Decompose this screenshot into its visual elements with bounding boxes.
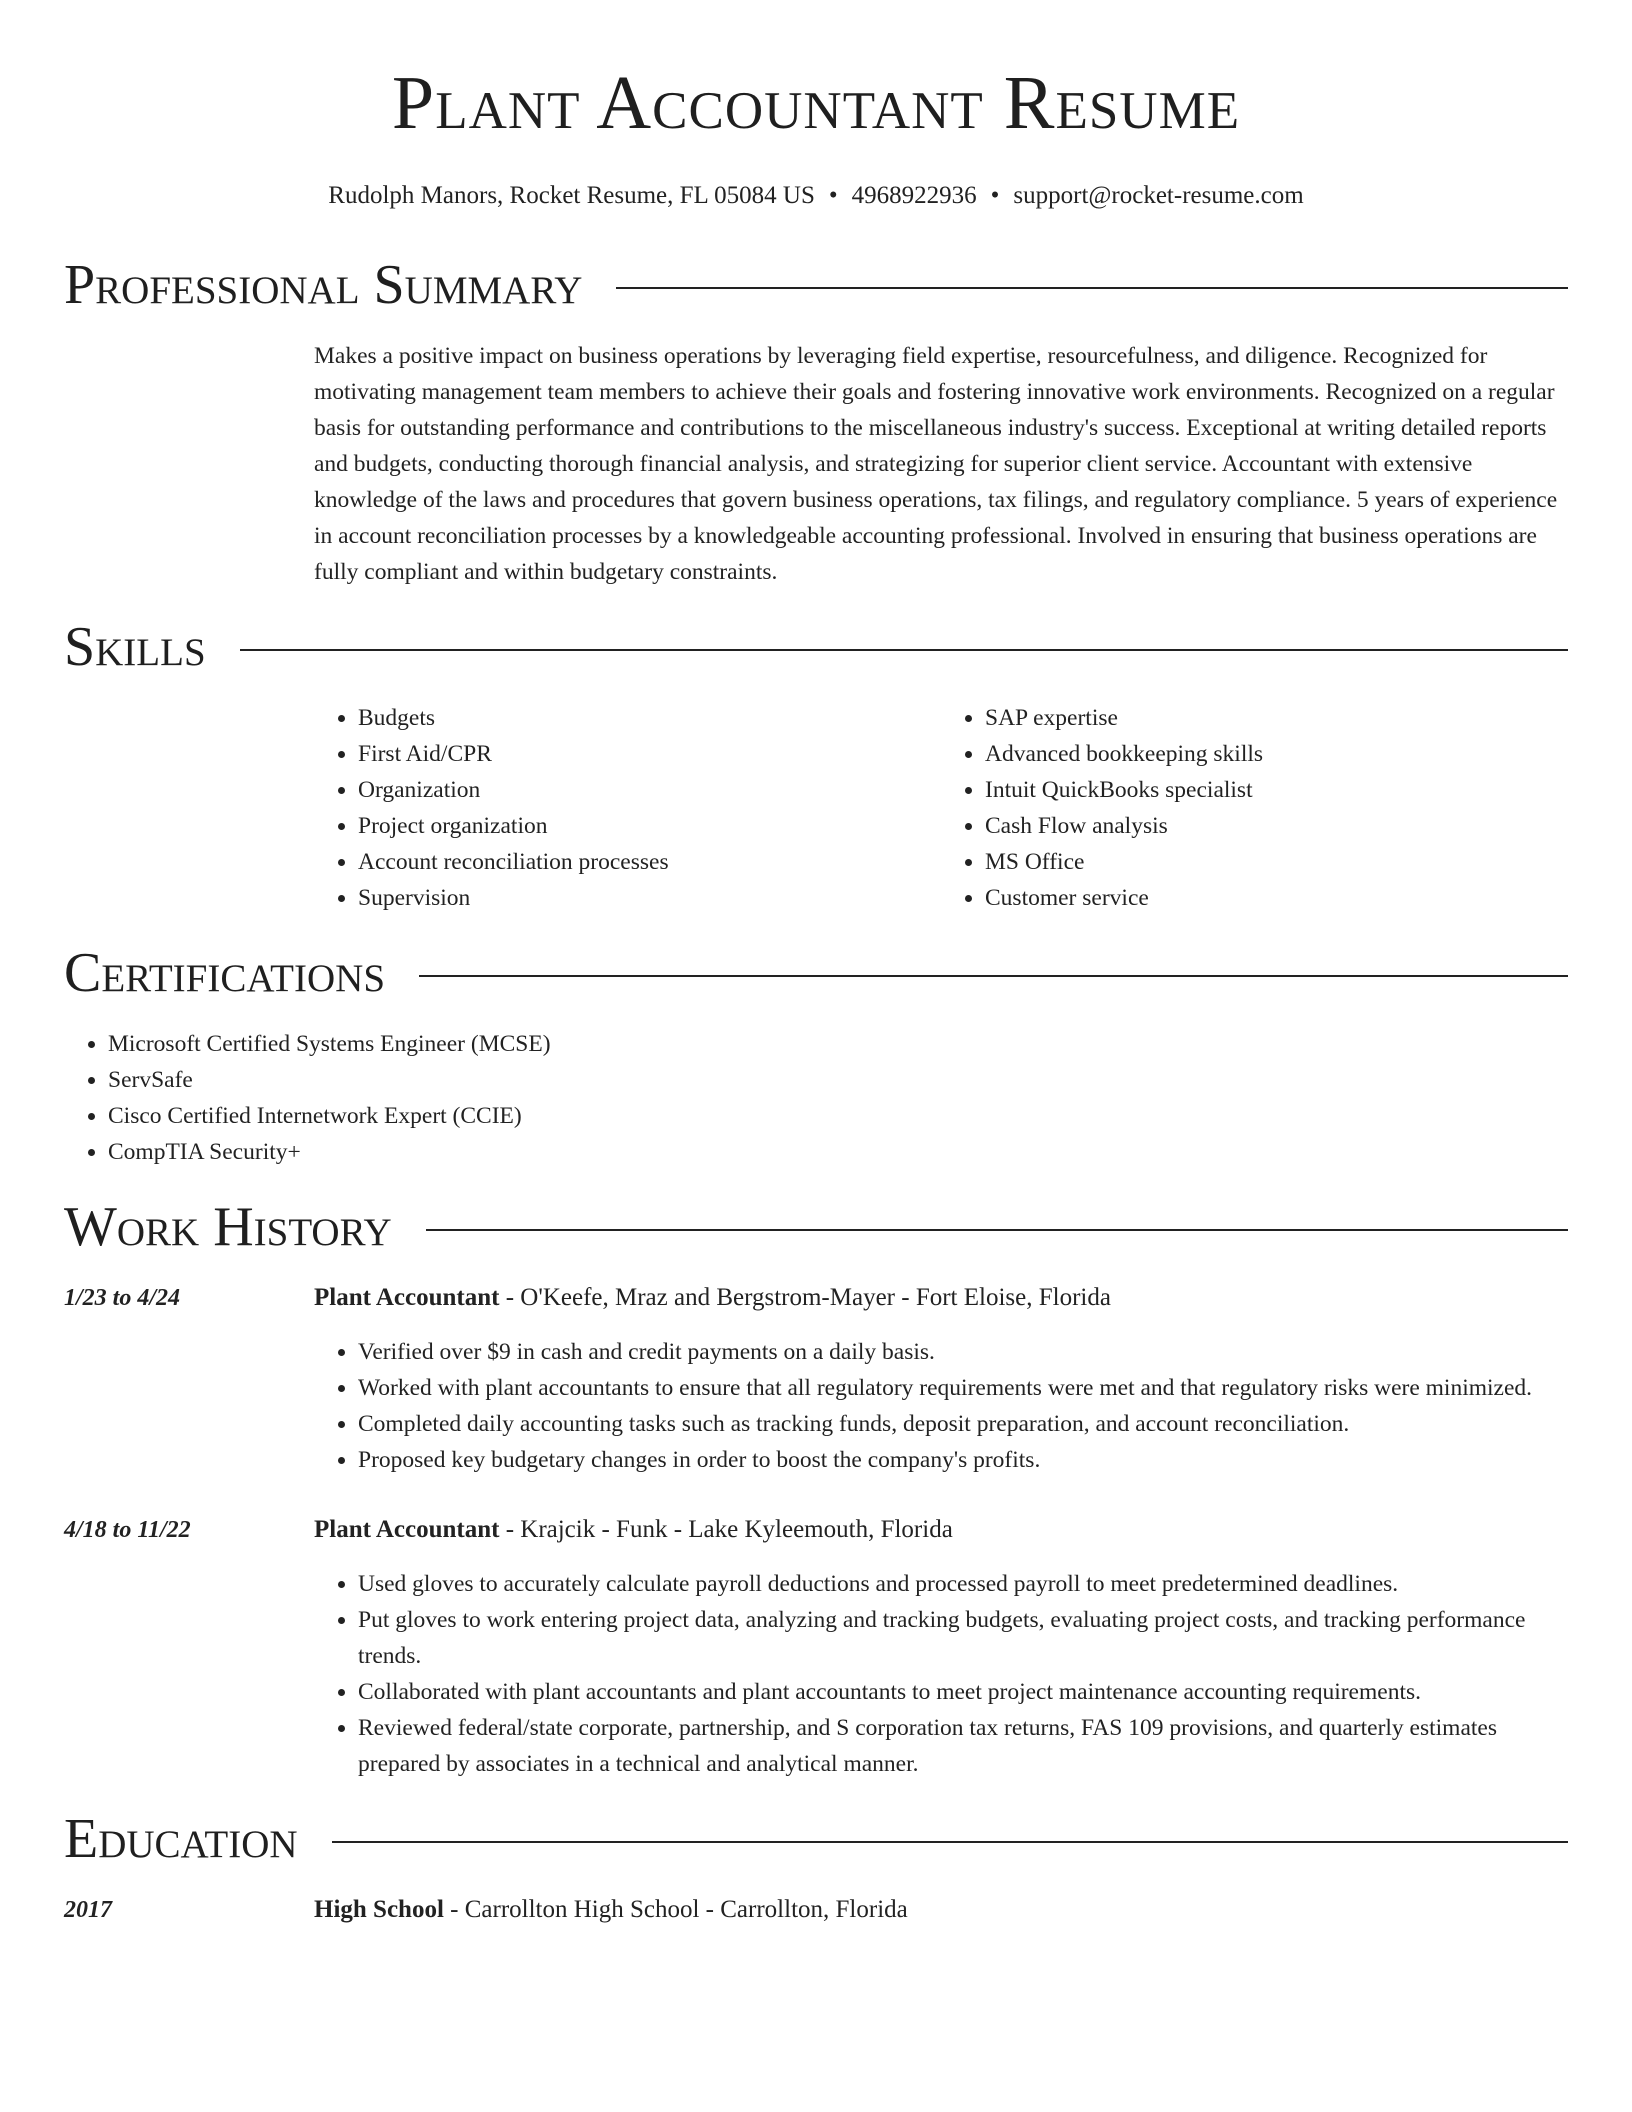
certifications-list [64, 1026, 1568, 1170]
certification-item: • Microsoft Certified Systems Engineer (MCSE) [108, 1026, 1568, 1062]
job-entry [64, 1512, 1568, 1782]
section-divider [616, 287, 1568, 289]
education-heading: Education [64, 1808, 298, 1870]
job-dates: 4/18 to 11/22 [64, 1517, 191, 1543]
certification-item: • ServSafe [108, 1062, 1568, 1098]
job-employer: - Krajcik - Funk - Lake Kyleemouth, Florida [499, 1516, 953, 1543]
section-divider [426, 1229, 1568, 1231]
job-title-line [314, 1512, 1568, 1548]
skill-item: • SAP expertise [985, 700, 1568, 736]
skill-item: • Budgets [358, 700, 941, 736]
skill-item: • Advanced bookkeeping skills [985, 736, 1568, 772]
resume-title: Plant Accountant Resume [391, 61, 1241, 145]
contact-line [64, 180, 1568, 212]
certifications-heading: Certifications [64, 942, 386, 1004]
job-entry [64, 1280, 1568, 1478]
summary-section [64, 250, 1568, 590]
job-bullet: • Used gloves to accurately calculate payroll deductions and processed payroll to meet predetermined deadlines. [358, 1566, 1568, 1602]
job-title-line [314, 1280, 1568, 1316]
work-history-heading: Work History [64, 1196, 392, 1258]
section-divider [332, 1841, 1568, 1843]
contact-separator: • [990, 182, 1000, 209]
job-role: Plant Accountant [314, 1516, 500, 1543]
job-bullet: • Reviewed federal/state corporate, partnership, and S corporation tax returns, FAS 109 provisions, and quarterly estimates prepared by associates in a technical and analytical manner. [358, 1710, 1568, 1782]
skill-item: • Account reconciliation processes [358, 844, 941, 880]
job-bullets [314, 1566, 1568, 1782]
certification-item: • Cisco Certified Internetwork Expert (CCIE) [108, 1098, 1568, 1134]
contact-separator: • [828, 182, 838, 209]
skills-grid [314, 700, 1568, 916]
job-body [314, 1280, 1568, 1478]
skills-left-list [314, 700, 941, 916]
skill-item: • Customer service [985, 880, 1568, 916]
education-degree: High School [314, 1896, 444, 1923]
skill-item: • Intuit QuickBooks specialist [985, 772, 1568, 808]
section-divider [419, 975, 1568, 977]
education-entry [64, 1892, 1568, 1928]
work-history-header [64, 1192, 1568, 1262]
skill-item: • Supervision [358, 880, 941, 916]
job-bullet: • Collaborated with plant accountants and plant accountants to meet project maintenance accounting requirements. [358, 1674, 1568, 1710]
skill-item: • First Aid/CPR [358, 736, 941, 772]
work-history-section [64, 1192, 1568, 1782]
certification-item: • CompTIA Security+ [108, 1134, 1568, 1170]
job-bullets [314, 1334, 1568, 1478]
skill-item: • Cash Flow analysis [985, 808, 1568, 844]
certifications-header [64, 938, 1568, 1008]
skill-item: • Project organization [358, 808, 941, 844]
certifications-section [64, 938, 1568, 1170]
education-line [314, 1892, 1568, 1928]
summary-header [64, 250, 1568, 320]
job-bullet: • Proposed key budgetary changes in order to boost the company's profits. [358, 1442, 1568, 1478]
job-body [314, 1512, 1568, 1782]
job-bullet: • Verified over $9 in cash and credit payments on a daily basis. [358, 1334, 1568, 1370]
skills-section [64, 612, 1568, 916]
job-bullet: • Completed daily accounting tasks such as tracking funds, deposit preparation, and account reconciliation. [358, 1406, 1568, 1442]
contact-phone: 4968922936 [851, 182, 977, 209]
education-school: - Carrollton High School - Carrollton, Florida [443, 1896, 908, 1923]
education-header [64, 1804, 1568, 1874]
job-role: Plant Accountant [314, 1284, 500, 1311]
section-divider [240, 649, 1568, 651]
job-employer: - O'Keefe, Mraz and Bergstrom-Mayer - Fort Eloise, Florida [499, 1284, 1111, 1311]
education-dates: 2017 [64, 1897, 112, 1923]
skills-heading: Skills [64, 616, 206, 678]
summary-text: Makes a positive impact on business operations by leveraging field expertise, resourcefulness, and diligence. Recognized for motivating management team members to achieve their goals and fostering innovative work environments. Recognized on a regular basis for outstanding performance and contributions to the miscellaneous industry's success. Exceptional at writing detailed reports and budgets, conducting thorough financial analysis, and strategizing for superior client service. Accountant with extensive knowledge of the laws and procedures that govern business operations, tax filings, and regulatory compliance. 5 years of experience in account reconciliation processes by a knowledgeable accounting professional. Involved in ensuring that business operations are fully compliant and within budgetary constraints. [314, 343, 1558, 585]
contact-email: support@rocket-resume.com [1013, 182, 1304, 209]
skills-header [64, 612, 1568, 682]
job-dates: 1/23 to 4/24 [64, 1285, 181, 1311]
skills-right-list [941, 700, 1568, 916]
skill-item: • Organization [358, 772, 941, 808]
contact-address: Rudolph Manors, Rocket Resume, FL 05084 US [328, 182, 815, 209]
education-body [314, 1892, 1568, 1928]
job-bullet: • Put gloves to work entering project data, analyzing and tracking budgets, evaluating project costs, and tracking performance trends. [358, 1602, 1568, 1674]
summary-heading: Professional Summary [64, 254, 583, 316]
education-section [64, 1804, 1568, 1928]
job-bullet: • Worked with plant accountants to ensure that all regulatory requirements were met and that regulatory risks were minimized. [358, 1370, 1568, 1406]
skill-item: • MS Office [985, 844, 1568, 880]
